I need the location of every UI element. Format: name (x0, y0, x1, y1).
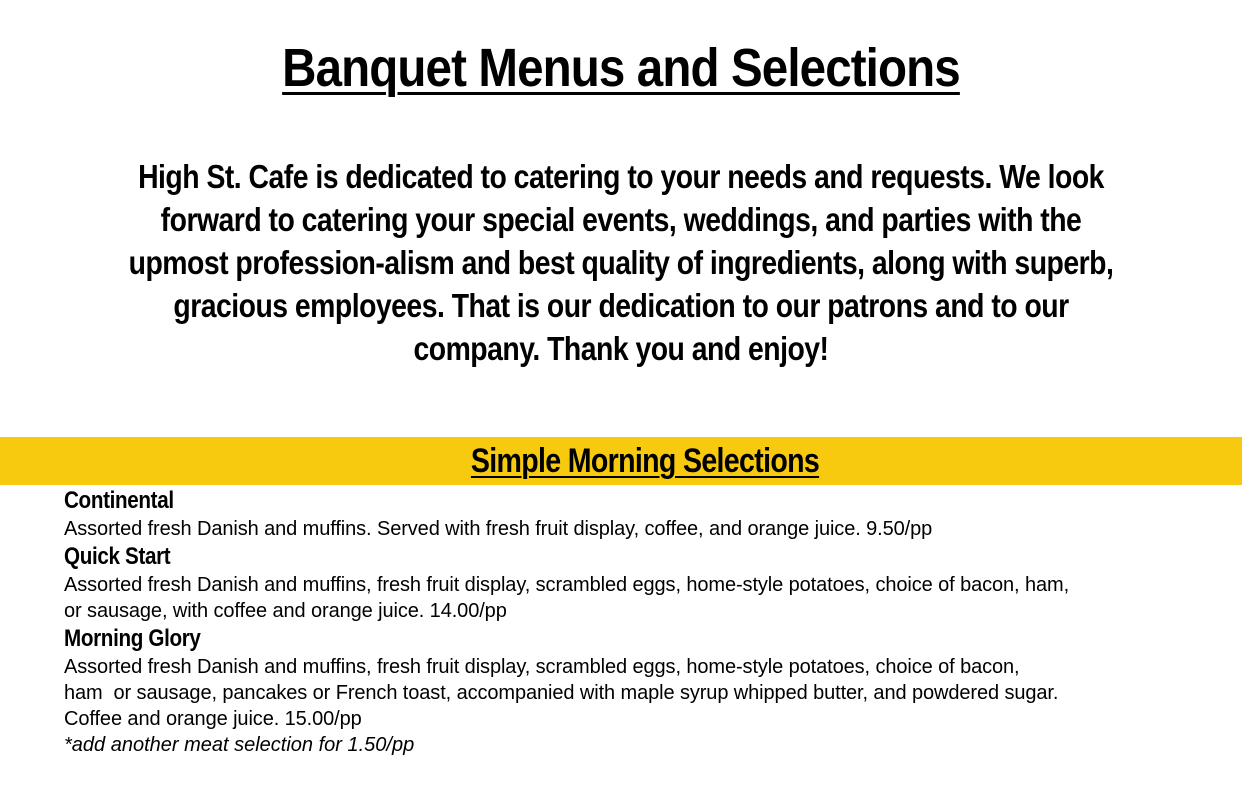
menu-item-name: Continental (64, 487, 174, 514)
menu-item-description (64, 572, 1204, 624)
description-line: Coffee and orange juice. 15.00/pp (64, 708, 362, 730)
description-line: Assorted fresh Danish and muffins, fresh fruit display, scrambled eggs, home-style potatoes, choice of bacon, ham, (64, 574, 1070, 596)
menu-item-name: Quick Start (64, 543, 171, 570)
menu-item-name: Morning Glory (64, 625, 201, 652)
description-line: Assorted fresh Danish and muffins, fresh fruit display, scrambled eggs, home-style potatoes, choice of bacon, (64, 656, 1020, 678)
menu-list (64, 486, 1204, 758)
menu-item-continental (64, 486, 1204, 542)
page-title: Banquet Menus and Selections (282, 38, 960, 98)
description-line: Assorted fresh Danish and muffins. Served with fresh fruit display, coffee, and orange juice. 9.50/pp (64, 518, 933, 540)
menu-item-note: *add another meat selection for 1.50/pp (64, 734, 415, 756)
description-line: ham or sausage, pancakes or French toast, accompanied with maple syrup whipped butter, and powdered sugar. (64, 682, 1059, 704)
description-line: or sausage, with coffee and orange juice. 14.00/pp (64, 600, 507, 622)
intro-container (0, 155, 1242, 370)
menu-item-description (64, 516, 1204, 542)
menu-item-description (64, 654, 1204, 732)
section-title: Simple Morning Selections (470, 442, 820, 480)
menu-item-quick-start (64, 542, 1204, 624)
menu-item-morning-glory (64, 624, 1204, 758)
intro-paragraph: High St. Cafe is dedicated to catering to your needs and requests. We look forward to catering your special events, weddings, and parties with the upmost profession-alism and best quality of ingredients, along with superb, gracious employees. That is our dedication to our patrons and to our company. Thank you and enjoy! (128, 158, 1114, 367)
